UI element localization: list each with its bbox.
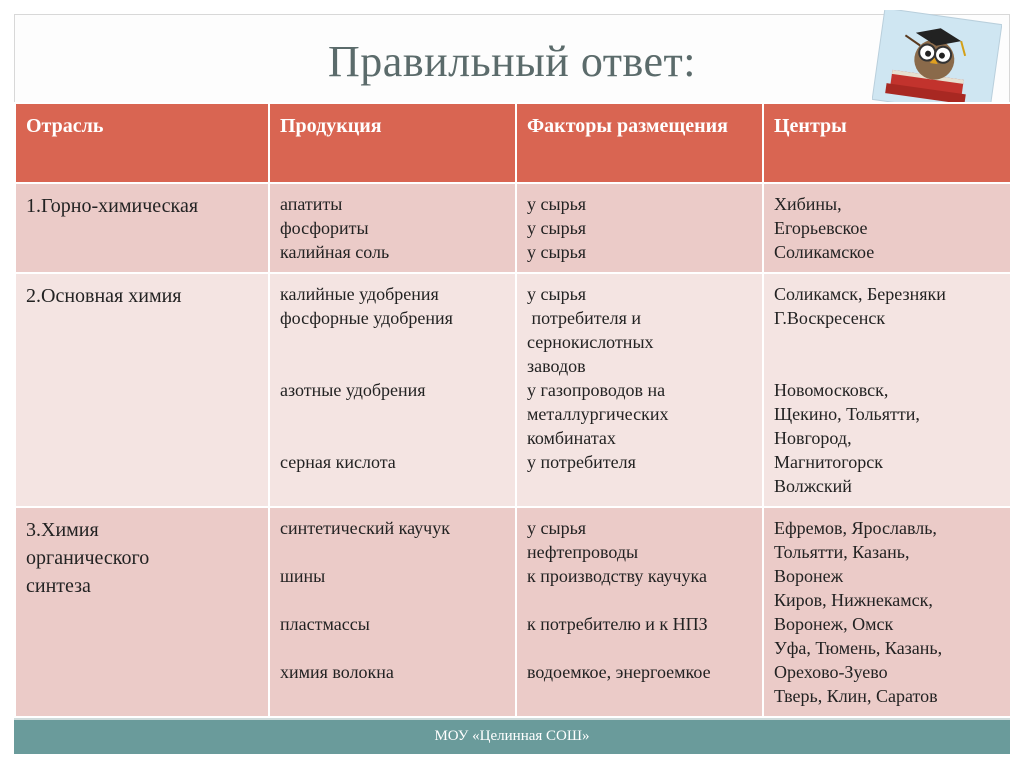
product-line: химия волокна: [280, 662, 394, 682]
center-line: Новомосковск,: [774, 380, 889, 400]
page-title: Правильный ответ:: [328, 37, 696, 86]
product-line: [280, 636, 505, 660]
table-row: [15, 183, 1011, 273]
products-cell: [269, 183, 516, 273]
center-line: Уфа, Тюмень, Казань,: [774, 638, 943, 658]
factor-line: [527, 588, 752, 612]
product-line: [280, 402, 505, 426]
factor-line: у сырья: [527, 218, 587, 238]
center-line: Щекино, Тольятти,: [774, 404, 920, 424]
factor-line: к потребителю и к НПЗ: [527, 614, 708, 634]
factor-line: [527, 636, 752, 660]
center-line: [774, 354, 1000, 378]
product-line: фосфориты: [280, 218, 369, 238]
factor-line: у газопроводов на: [527, 380, 666, 400]
segment-label: 3.Химия органического синтеза: [26, 519, 150, 597]
factor-line: у сырья: [527, 194, 587, 214]
product-line: синтетический каучук: [280, 518, 450, 538]
product-line: [280, 426, 505, 450]
product-line: [280, 540, 505, 564]
factor-line: водоемкое, энергоемкое: [527, 662, 711, 682]
center-line: Ефремов, Ярославль,: [774, 518, 937, 538]
center-line: Егорьевское: [774, 218, 868, 238]
factor-line: у сырья: [527, 242, 587, 262]
factor-line: металлургических: [527, 404, 669, 424]
footer-text: МОУ «Целинная СОШ»: [434, 728, 590, 744]
product-line: калийная соль: [280, 242, 390, 262]
footer-band: [14, 718, 1010, 754]
center-line: Орехово-Зуево: [774, 662, 888, 682]
centers-cell: [763, 273, 1011, 507]
owl-on-books-icon: [872, 10, 1002, 114]
industry-cell: [15, 273, 269, 507]
product-line: азотные удобрения: [280, 380, 426, 400]
factor-line: к производству каучука: [527, 566, 707, 586]
product-line: серная кислота: [280, 452, 396, 472]
factor-line: нефтепроводы: [527, 542, 639, 562]
header-products: Продукция: [269, 103, 516, 183]
factor-line: заводов: [527, 356, 586, 376]
centers-cell: [763, 507, 1011, 717]
factor-line: потребителя и: [527, 308, 642, 328]
center-line: Воронеж: [774, 566, 844, 586]
factors-cell: [516, 507, 763, 717]
center-line: Киров, Нижнекамск,: [774, 590, 933, 610]
products-cell: [269, 273, 516, 507]
factor-line: у потребителя: [527, 452, 636, 472]
factor-line: у сырья: [527, 284, 587, 304]
industry-cell: [15, 183, 269, 273]
center-line: Тольятти, Казань,: [774, 542, 910, 562]
center-line: Соликамское: [774, 242, 875, 262]
table-header-row: [15, 103, 1011, 183]
products-cell: [269, 507, 516, 717]
table-row: [15, 507, 1011, 717]
answer-table: [14, 102, 1012, 718]
product-line: калийные удобрения: [280, 284, 439, 304]
segment-label: 1.Горно-химическая: [26, 195, 199, 217]
center-line: Тверь, Клин, Саратов: [774, 686, 938, 706]
factors-cell: [516, 273, 763, 507]
industry-cell: [15, 507, 269, 717]
table-row: [15, 273, 1011, 507]
factor-line: сернокислотных: [527, 332, 654, 352]
product-line: апатиты: [280, 194, 343, 214]
product-line: шины: [280, 566, 326, 586]
center-line: Соликамск, Березняки: [774, 284, 946, 304]
center-line: Волжский: [774, 476, 852, 496]
factor-line: у сырья: [527, 518, 587, 538]
center-line: Новгород,: [774, 428, 852, 448]
product-line: [280, 330, 505, 354]
header-location-factors: Факторы размещения: [516, 103, 763, 183]
header-centers: Центры: [763, 103, 1011, 183]
center-line: Воронеж, Омск: [774, 614, 894, 634]
factor-line: комбинатах: [527, 428, 616, 448]
center-line: [774, 330, 1000, 354]
header-industry: Отрасль: [15, 103, 269, 183]
segment-label: 2.Основная химия: [26, 285, 182, 307]
product-line: [280, 588, 505, 612]
center-line: Хибины,: [774, 194, 842, 214]
center-line: Г.Воскресенск: [774, 308, 886, 328]
product-line: пластмассы: [280, 614, 370, 634]
centers-cell: [763, 183, 1011, 273]
center-line: Магнитогорск: [774, 452, 883, 472]
product-line: фосфорные удобрения: [280, 308, 453, 328]
factors-cell: [516, 183, 763, 273]
product-line: [280, 354, 505, 378]
